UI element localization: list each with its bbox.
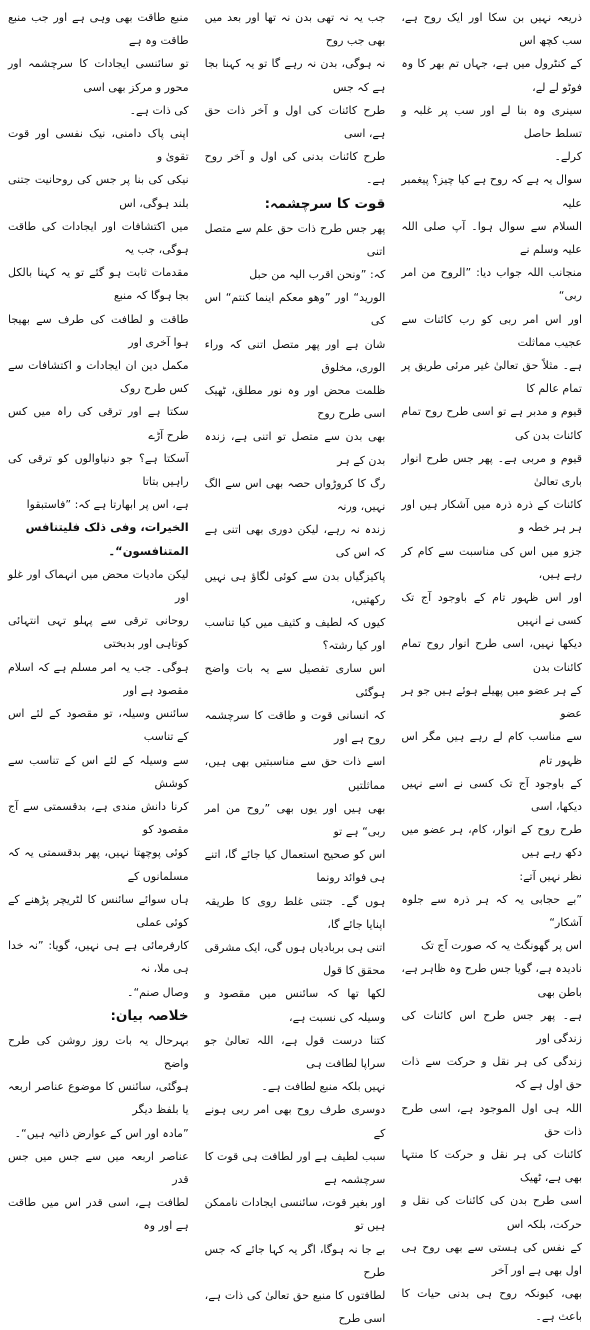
paragraph: پھر جس طرح ذات حق علم سے متصل اتنی کہ: ”ونحن اقرب الیہ من حبل الورید“ اور ”وھو معکم اینما کنتم“ اس کی شان ہے اور پھر متصل اتنی کہ وراء الوری، مخلوق ظلمت محض اور وہ نور مطلق، ٹھیک اسی طرح روح بھی بدن سے متصل تو اتنی ہے، زندہ بدن کے ہر رگ کا کروڑواں حصہ بھی اس سے الگ نہیں، ورنہ زندہ نہ رہے، لیکن دوری بھی اتنی ہے کہ اس کی پاکیزگیاں بدن سے کوئی لگاؤ ہی نہیں رکھتیں، کیوں کہ لطیف و کثیف میں کیا تناسب اور کیا رشتہ؟ — [204, 221, 386, 653]
paragraph: لیکن مادیات محض میں انہماک اور غلو اور روحانی ترقی سے پہلو تہی انتہائی کوتاہی اور بدبختی ہوگی۔ جب یہ امر مسلم ہے کہ اسلام مقصود ہے اور سائنس وسیلہ، تو مقصود کے لئے اس کے تناسب سے وسیلہ کے لئے اس کے تناسب سے کوشش کرنا دانش مندی ہے، بدقسمتی سے آج مقصود کو کوئی پوچھتا نہیں، پھر بدقسمتی یہ کہ مسلمانوں کے ہاں سوائے سائنس کا لٹریچر پڑھنے کے کوئی عملی کارفرمائی ہے ہی نہیں، گویا: ”نہ خدا ہی ملا، نہ وصال صنم“۔ — [7, 567, 189, 999]
paragraph: ذریعہ نہیں بن سکا اور ایک روح ہے، سب کچھ اس کے کنٹرول میں ہے، جہاں تم بھر کا وہ فوٹو لے لے، سینری وہ بنا لے اور سب پر غلبہ و تسلط حاصل کرلے۔ — [401, 11, 582, 164]
paragraph: دوسری طرف روح بھی امر ربی ہونے کے سبب لطیف ہے اور لطافت ہی قوت کا سرچشمہ ہے اور بغیر قوت، سائنسی ایجادات ناممکن ہیں تو بے جا نہ ہوگا، اگر یہ کہا جائے کہ جس طرح لطافتوں کا منبع حق تعالیٰ کی ذات ہے، اسی طرح — [204, 1103, 386, 1326]
paragraph: اپنی پاک دامنی، نیک نفسی اور قوت تقویٰ و نیکی کی بنا پر جس کی روحانیت جتنی بلند ہوگی، اس میں اکتشافات اور ایجادات کی طاقت ہوگی، جب یہ مقدمات ثابت ہو گئے تو یہ کہنا بالکل بجا ہوگا کہ منبع طاقت و لطافت کی طرف سے بھیجا ہوا آخری اور مکمل دین ان ایجادات و اکتشافات سے کس طرح روک سکتا ہے اور ترقی کی راہ میں کس طرح آڑے آسکتا ہے؟ جو دنیاوالوں کو ترقی کی راہیں بتاتا ہے، اس پر ابھارتا ہے کہ: ”فاستبقوا — [7, 127, 189, 512]
paragraph: سوال یہ ہے کہ روح ہے کیا چیز؟ پیغمبر علیہ السلام سے سوال ہوا۔ آپ صلی اللہ علیہ وسلم نے منجانب اللہ جواب دیا: ”الروح من امر ربی“ اور اس امر ربی کو رب کائنات سے عجیب مماثلت ہے۔ مثلاً حق تعالیٰ غیر مرئی طریق پر تمام عالم کا قیوم و مدبر ہے تو اسی طرح روح تمام کائنات بدن کی قیوم و مربی ہے۔ پھر جس طرح انوار باری تعالیٰ کائنات کے ذرہ ذرہ میں آشکار ہیں اور ہر ہر خطہ و جزو میں اس کی مناسبت سے کام کر رہے ہیں، اور اس ظہور تام کے باوجود آج تک کسی نے انہیں دیکھا نہیں، اسی طرح انوار روح تمام کائنات بدن کے ہر عضو میں پھیلے ہوئے ہیں جو ہر عضو سے مناسب کام لے رہے ہیں مگر اس ظہور تام کے باوجود آج تک کسی نے اسے نہیں دیکھا، اسی طرح روح کے انوار، کام، ہر عضو میں دکھ رہے ہیں نظر نہیں آتے: — [401, 173, 582, 883]
column-left — [7, 6, 189, 1233]
paragraph: بہرحال یہ بات روز روشن کی طرح واضح ہوگئی، سائنس کا موضوع عناصر اربعہ یا بلفظ دیگر ”مادہ اور اس کے عوارض ذاتیہ ہیں“۔ عناصر اربعہ میں سے جس میں جس قدر لطافت ہے، اسی قدر اس میں طاقت ہے اور وہ — [7, 1033, 189, 1233]
paragraph: منبع طاقت بھی وہی ہے اور جب منبع طاقت وہ ہے تو سائنسی ایجادات کا سرچشمہ اور محور و مرکز بھی اسی کی ذات ہے۔ — [7, 11, 189, 117]
paragraph: جب یہ نہ تھی بدن نہ تھا اور بعد میں بھی جب روح نہ ہوگی، بدن نہ رہے گا تو یہ کہنا بجا ہے کہ جس طرح کائنات کی اول و آخر ذات حق ہے، اسی طرح کائنات بدنی کی اول و آخر روح ہے۔ — [204, 11, 386, 187]
quranic-verse: الخیرات، وفی ذلک فلیتنافس المتنافسون“۔ — [25, 520, 189, 558]
paragraph: ”بے حجابی یہ کہ ہر ذرہ سے جلوہ آشکار“ اس پر گھونگٹ یہ کہ صورت آج تک نادیدہ ہے، گویا جس طرح وہ ظاہر ہے، باطن بھی ہے۔ پھر جس طرح اس کائنات کی زندگی اور زندگی کی ہر نقل و حرکت سے ذات حق اول ہے کہ اللہ ہی اول الموجود ہے، اسی طرح ذات حق کائنات کی ہر نقل و حرکت کا منتہا بھی ہے، ٹھیک اسی طرح بدن کی کائنات کی نقل و حرکت، بلکہ اس کے نفس کی ہستی سے بھی روح ہی اول بھی ہے اور آخر بھی، کیونکہ روح ہی بدنی حیات کا باعث ہے۔ — [401, 892, 582, 1324]
column-middle — [204, 6, 386, 1326]
column-right — [401, 6, 582, 1324]
section-heading: خلاصہ بیان: — [110, 1007, 189, 1024]
paragraph: اس ساری تفصیل سے یہ بات واضح ہوگئی کہ انسانی قوت و طاقت کا سرچشمہ روح ہے اور اسے ذات حق سے مناسبتیں بھی ہیں، مماثلتیں بھی ہیں اور یوں بھی ”روح من امر ربی“ ہے تو اس کو صحیح استعمال کیا جائے گا، اتنے ہی فوائد رونما ہوں گے۔ جتنی غلط روی کا طریقہ اپنایا جائے گا، اتنی ہی بربادیاں ہوں گی، ایک مشرقی محقق کا قول لکھا تھا کہ سائنس میں مقصود و وسیلہ کی نسبت ہے، کتنا درست قول ہے، اللہ تعالیٰ جو سراپا لطافت ہی نہیں بلکہ منبع لطافت ہے۔ — [204, 662, 386, 1094]
section-heading: قوت کا سرچشمہ: — [264, 195, 386, 212]
